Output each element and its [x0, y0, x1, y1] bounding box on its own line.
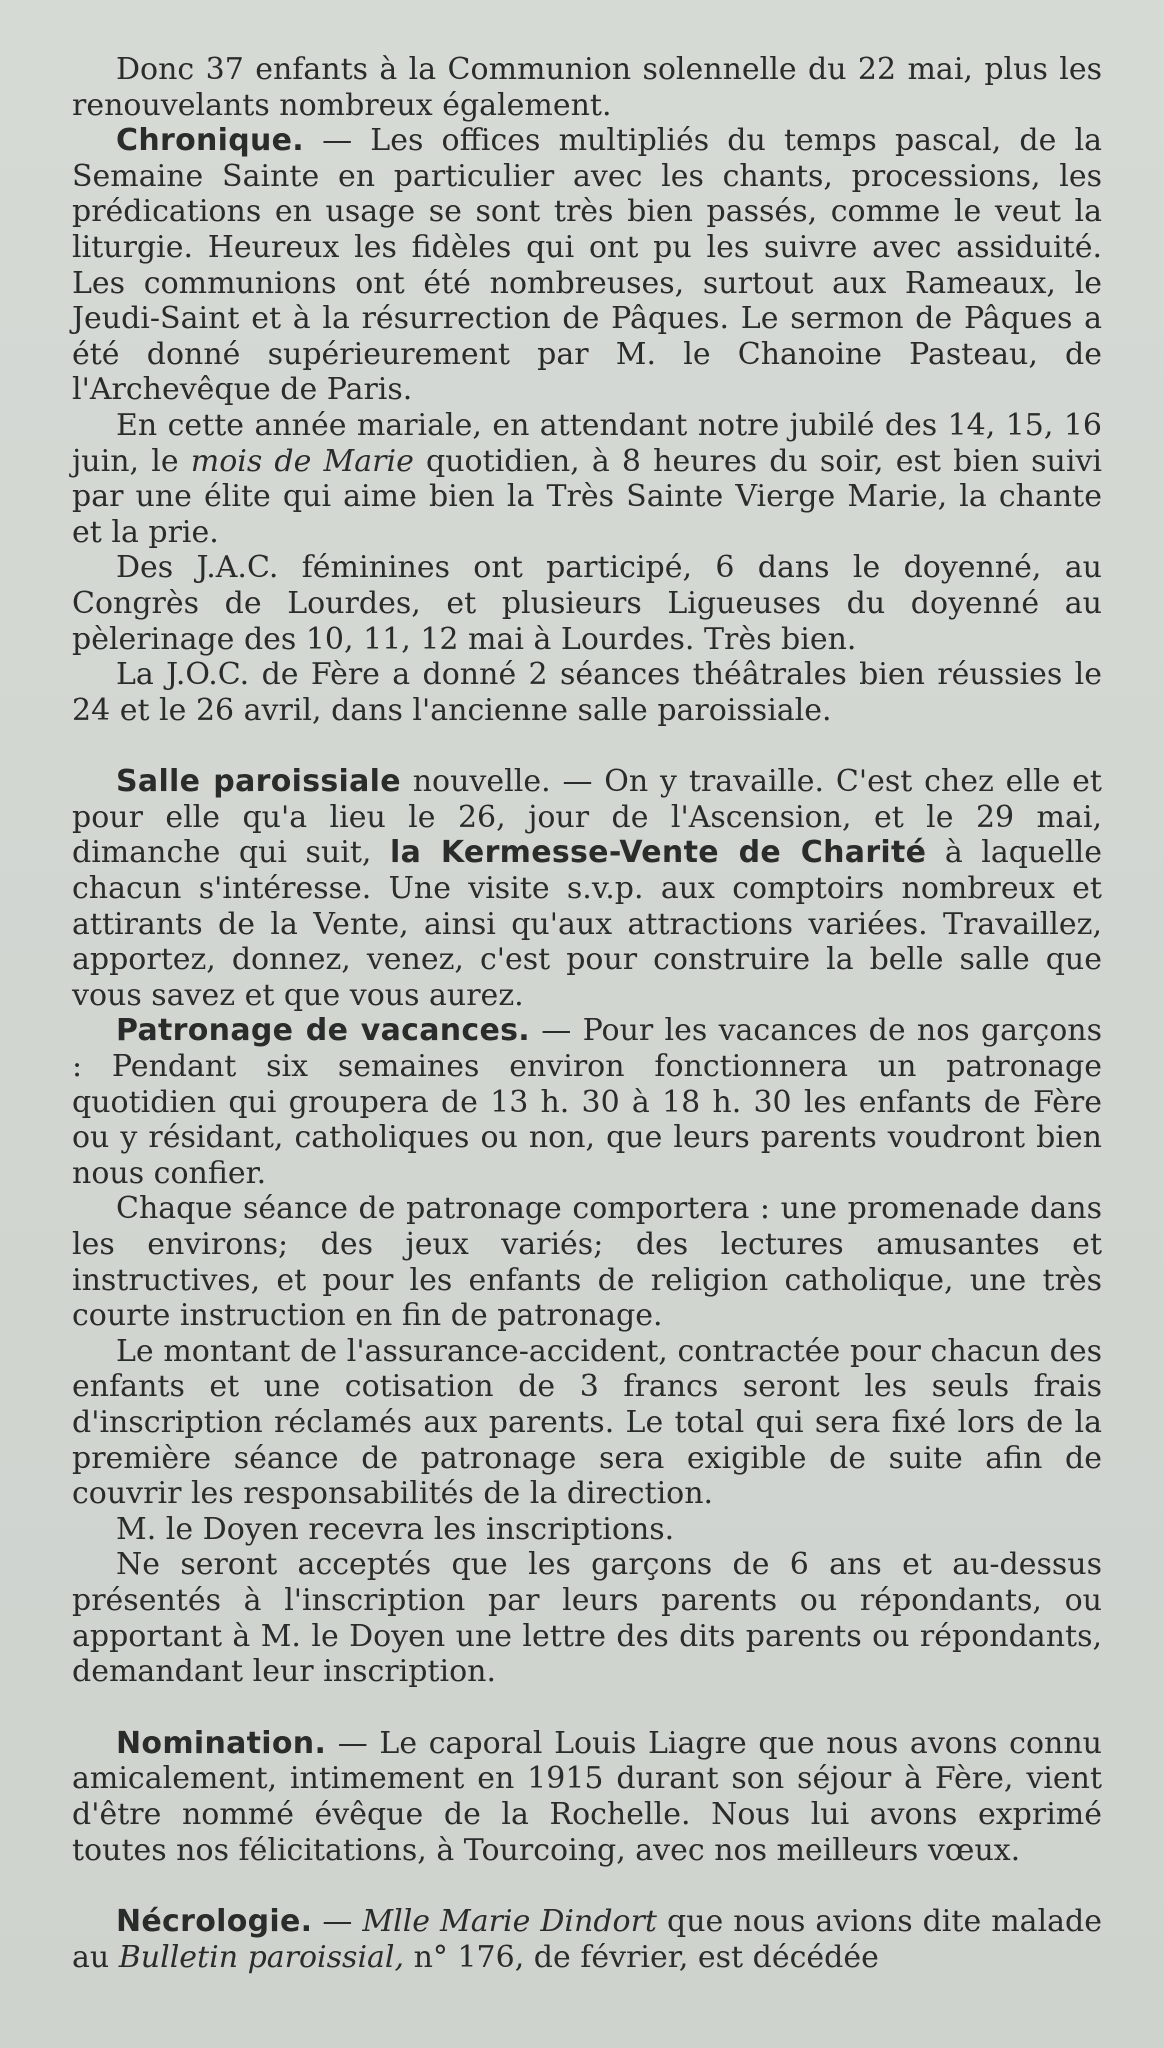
heading-chronique: Chronique.	[116, 123, 304, 159]
paragraph-patronage: Patronage de vacances. — Pour les vacances de nos garçons : Pendant six semaines environ fonctionnera un patronage quotidien qui groupera de 13 h. 30 à 18 h. 30 les enfants de Fère ou y résidant, catholiques ou non, que leurs parents voudront bien nous confier.	[72, 1013, 1102, 1191]
paragraph-nomination: Nomination. — Le caporal Louis Liagre que nous avons connu amicalement, intimement en 1915 durant son séjour à Fère, vient d'être nommé évêque de la Rochelle. Nous lui avons exprimé toutes nos félicitations, à Tourcoing, avec nos meilleurs vœux.	[72, 1725, 1102, 1868]
heading-patronage: Patronage de vacances.	[116, 1013, 530, 1049]
paragraph-communion: Donc 37 enfants à la Communion solennelle du 22 mai, plus les renouvelants nombreux également.	[72, 52, 1102, 123]
paragraph-salle: Salle paroissiale nouvelle. — On y travaille. C'est chez elle et pour elle qu'a lieu le 26, jour de l'Ascension, et le 29 mai, dimanche qui suit, la Kermesse-Vente de Charité à laquelle chacun s'intéresse. Une visite s.v.p. aux comptoirs nombreux et attirants de la Vente, ainsi qu'aux attractions variées. Travaillez, apportez, donnez, venez, c'est pour construire la belle salle que vous savez et que vous aurez.	[72, 764, 1102, 1013]
section-gap	[72, 728, 1102, 764]
paragraph-assurance: Le montant de l'assurance-accident, contractée pour chacun des enfants et une cotisation de 3 francs seront les seuls frais d'inscription réclamés aux parents. Le total qui sera fixé lors de la première séance de patronage sera exigible de suite afin de couvrir les responsabilités de la direction.	[72, 1333, 1102, 1512]
paragraph-acceptes: Ne seront acceptés que les garçons de 6 ans et au-dessus présentés à l'inscription par leurs parents ou répondants, ou apportant à M. le Doyen une lettre des dits parents ou répondants, demandant leur inscription.	[72, 1547, 1102, 1690]
paragraph-necrologie: Nécrologie. — Mlle Marie Dindort que nous avions dite malade au Bulletin paroissial, n° 176, de février, est décédée	[72, 1904, 1102, 1975]
kermesse-highlight: la Kermesse-Vente de Charité	[390, 835, 927, 871]
article-body	[72, 52, 1102, 1975]
section-gap	[72, 1690, 1102, 1726]
paragraph-doyen: M. le Doyen recevra les inscriptions.	[116, 1511, 675, 1547]
section-gap	[72, 1868, 1102, 1904]
heading-nomination: Nomination.	[116, 1725, 327, 1761]
heading-salle-paroissiale: Salle paroissiale	[116, 764, 401, 800]
paragraph-mariale: En cette année mariale, en attendant notre jubilé des 14, 15, 16 juin, le mois de Marie quotidien, à 8 heures du soir, est bien suivi par une élite qui aime bien la Très Sainte Vierge Marie, la chante et la prie.	[72, 407, 1102, 550]
heading-necrologie: Nécrologie.	[116, 1904, 313, 1940]
paragraph-joc: La J.O.C. de Fère a donné 2 séances théâtrales bien réussies le 24 et le 26 avril, dans l'ancienne salle paroissiale.	[72, 657, 1102, 728]
paragraph-chronique: Chronique. — Les offices multipliés du temps pascal, de la Semaine Sainte en particulier avec les chants, processions, les prédications en usage se sont très bien passés, comme le veut la liturgie. Heureux les fidèles qui ont pu les suivre avec assiduité. Les communions ont été nombreuses, surtout aux Rameaux, le Jeudi-Saint et à la résurrection de Pâques. Le sermon de Pâques a été donné supérieurement par M. le Chanoine Pasteau, de l'Archevêque de Paris.	[72, 123, 1102, 408]
paragraph-seance: Chaque séance de patronage comportera : une promenade dans les environs; des jeux variés; des lectures amusantes et instructives, et pour les enfants de religion catholique, une très courte instruction en fin de patronage.	[72, 1191, 1102, 1334]
paragraph-jac: Des J.A.C. féminines ont participé, 6 dans le doyenné, au Congrès de Lourdes, et plusieurs Ligueuses du doyenné au pèlerinage des 10, 11, 12 mai à Lourdes. Très bien.	[72, 550, 1102, 657]
